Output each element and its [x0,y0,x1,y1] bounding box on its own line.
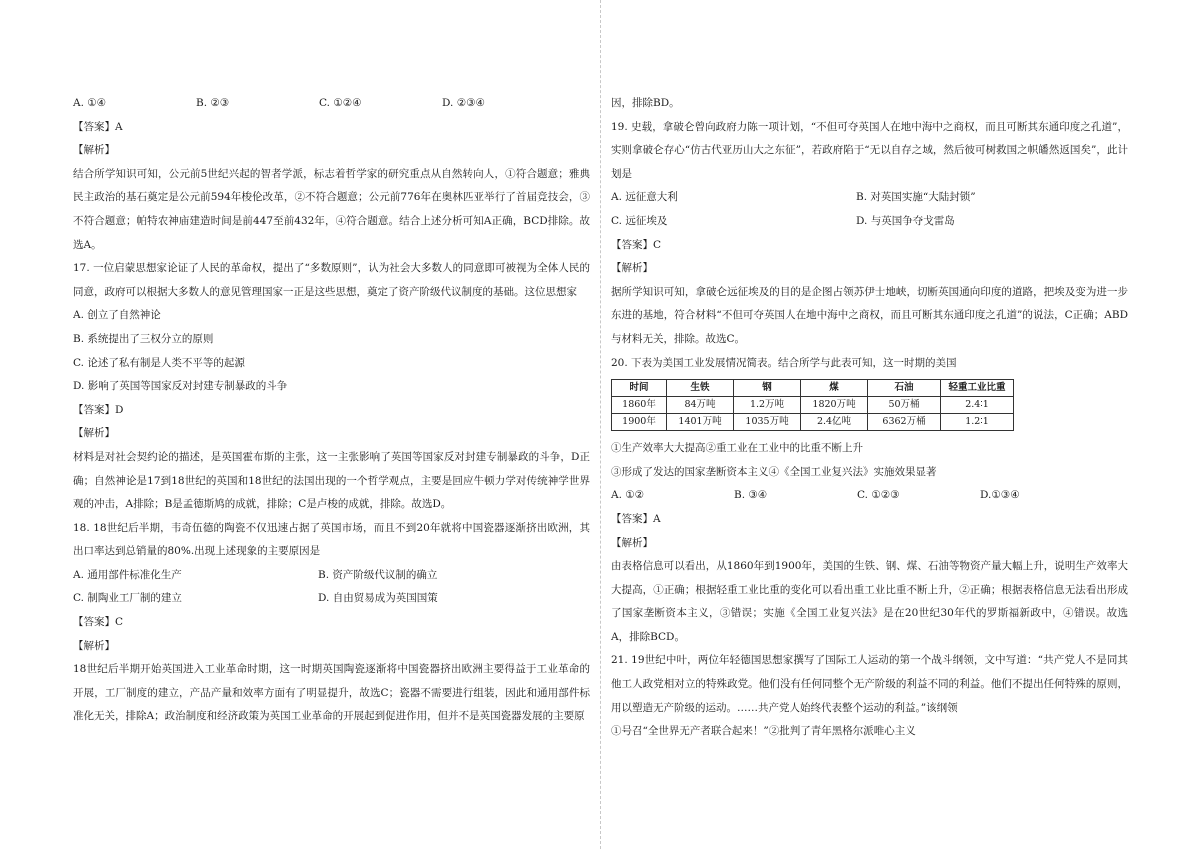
q17-option-a: A. 创立了自然神论 [73,309,161,322]
q20-statement-line1: ①生产效率大大提高②重工业在工业中的比重不断上升 [611,442,863,455]
q19-options-row1 [611,186,1128,210]
q16-options [73,92,590,116]
q18-analysis-label: 【解析】 [73,639,115,652]
q17-answer: 【答案】D [73,403,124,416]
q18-option-d: D. 自由贸易成为英国国策 [318,592,438,605]
q17-stem: 17. 一位启蒙思想家论证了人民的革命权，提出了“多数原则”，认为社会大多数人的同意即可被视为全体人民的同意，政府可以根据大多数人的意见管理国家一正是这些思想，奠定了资产阶级代议制度的基础。这位思想家 [73,262,590,298]
q19-option-d: D. 与英国争夺戈雷岛 [856,214,955,227]
q21-stem: 21. 19世纪中叶，两位年轻德国思想家撰写了国际工人运动的第一个战斗纲领，文中写道：“共产党人不是同其他工人政党相对立的特殊政党。他们没有任何同整个无产阶级的利益不同的利益。他们不提出任何特殊的原则，用以塑造无产阶级的运动。……共产党人始终代表整个运动的利益。”该纲领 [611,654,1128,714]
table-header: 轻重工业比重 [941,380,1014,397]
q20-analysis-label: 【解析】 [611,536,653,549]
q20-option-a: A. ①② [611,489,645,502]
q17-option-d: D. 影响了英国等国家反对封建专制暴政的斗争 [73,380,288,393]
q19-analysis-label: 【解析】 [611,262,653,275]
q17-option-c: C. 论述了私有制是人类不平等的起源 [73,356,245,369]
table-row [612,414,1014,431]
q20-option-b: B. ③④ [734,489,768,502]
q19-options-row2 [611,210,1128,234]
table-cell: 1820万吨 [801,397,868,414]
q18-options-row1 [73,564,590,588]
q20-option-c: C. ①②③ [857,489,900,502]
q16-analysis: 结合所学知识可知，公元前5世纪兴起的智者学派，标志着哲学家的研究重点从自然转向人，①符合题意；雅典民主政治的基石奠定是公元前594年梭伦改革，②不符合题意；公元前776年在奥林匹亚举行了首届竞技会，③不符合题意；帕特农神庙建造时间是前447至前432年，④符合题意。结合上述分析可知A正确，BCD排除。故选A。 [73,167,590,251]
table-header: 煤 [801,380,868,397]
q16-analysis-label: 【解析】 [73,144,115,157]
q18-analysis-tail: 因，排除BD。 [611,97,680,109]
q17-analysis-label: 【解析】 [73,427,115,440]
q16-answer: 【答案】A [73,120,123,133]
table-header-row [612,380,1014,397]
q20-analysis: 由表格信息可以看出，从1860年到1900年，美国的生铁、钢、煤、石油等物资产量大幅上升，说明生产效率大大提高，①正确；根据轻重工业比重的变化可以看出重工业比重不断上升，②正确；根据表格信息无法看出形成了国家垄断资本主义，③错误；实施《全国工业复兴法》是在20世纪30年代的罗斯福新政中，④错误。故选A，排除BCD。 [611,560,1128,643]
q17-option-b: B. 系统提出了三权分立的原则 [73,332,214,345]
q18-options-row2 [73,587,590,611]
table-cell: 6362万桶 [868,414,941,431]
q20-options [611,484,1128,508]
q16-option-c: C. ①②④ [319,97,362,109]
right-column [611,92,1128,744]
q16-option-b: B. ②③ [196,97,230,109]
q17-analysis: 材料是对社会契约论的描述，是英国霍布斯的主张，这一主张影响了英国等国家反对封建专制暴政的斗争，D正确；自然神论是17到18世纪的英国和18世纪的法国出现的一个哲学观点，主要是回应牛顿力学对传统神学世界观的冲击，A排除；B是孟德斯鸠的成就，排除；C是卢梭的成就，排除。故选D。 [73,450,590,511]
q16-option-a: A. ①④ [73,97,107,109]
table-header: 钢 [734,380,801,397]
table-cell: 1900年 [612,414,667,431]
table-row [612,397,1014,414]
table-cell: 1.2万吨 [734,397,801,414]
q18-analysis: 18世纪后半期开始英国进入工业革命时期，这一时期英国陶瓷逐渐将中国瓷器挤出欧洲主要得益于工业革命的开展，工厂制度的建立，产品产量和效率方面有了明显提升，故选C；瓷器不需要进行组装，因此和通用部件标准化无关，排除A；政治制度和经济政策为英国工业革命的开展起到促进作用，但并不是英国瓷器发展的主要原 [73,663,590,723]
q20-option-d: D.①③④ [980,489,1020,502]
table-header: 生铁 [667,380,734,397]
q20-statement-line2: ③形成了发达的国家垄断资本主义④《全国工业复兴法》实施效果显著 [611,465,937,478]
table-cell: 1035万吨 [734,414,801,431]
table-cell: 84万吨 [667,397,734,414]
q18-answer: 【答案】C [73,616,124,629]
left-column [73,92,590,729]
table-header: 石油 [868,380,941,397]
q21-statement-line1: ①号召“全世界无产者联合起来！”②批判了青年黑格尔派唯心主义 [611,725,916,738]
q20-stem: 20. 下表为美国工业发展情况简表。结合所学与此表可知，这一时期的美国 [611,356,957,369]
table-cell: 1860年 [612,397,667,414]
q18-stem: 18. 18世纪后半期，韦奇伍德的陶瓷不仅迅速占据了英国市场，而且不到20年就将中国瓷器逐渐挤出欧洲，其出口率达到总销量的80%.出现上述现象的主要原因是 [73,521,590,558]
q16-option-d: D. ②③④ [442,97,485,109]
q20-data-table [611,379,1014,431]
q19-answer: 【答案】C [611,238,662,251]
q19-option-b: B. 对英国实施“大陆封锁” [856,191,976,204]
table-cell: 2.4∶1 [941,397,1014,414]
q19-option-a: A. 远征意大利 [611,191,678,204]
page-divider [600,0,601,849]
q19-stem: 19. 史载，拿破仑曾向政府力陈一项计划，“不但可夺英国人在地中海中之商权，而且可断其东通印度之孔道”，实则拿破仑存心“仿古代亚历山大之东征”，若政府陷于“无以自存之域，然后彼可树救国之帜皤然返国矣”，此计划是 [611,120,1128,180]
table-cell: 1401万吨 [667,414,734,431]
q18-option-c: C. 制陶业工厂制的建立 [73,592,182,605]
table-cell: 50万桶 [868,397,941,414]
q20-answer: 【答案】A [611,512,661,525]
table-header: 时间 [612,380,667,397]
q18-option-b: B. 资产阶级代议制的确立 [318,568,438,581]
table-cell: 2.4亿吨 [801,414,868,431]
q18-option-a: A. 通用部件标准化生产 [73,568,182,581]
q19-analysis: 据所学知识可知，拿破仑远征埃及的目的是企图占领苏伊士地峡，切断英国通向印度的道路，把埃及变为进一步东进的基地，符合材料“不但可夺英国人在地中海中之商权，而且可断其东通印度之孔道”的说法，C正确；ABD与材料无关，排除。故选C。 [611,285,1128,345]
table-cell: 1.2∶1 [941,414,1014,431]
q19-option-c: C. 远征埃及 [611,214,668,227]
